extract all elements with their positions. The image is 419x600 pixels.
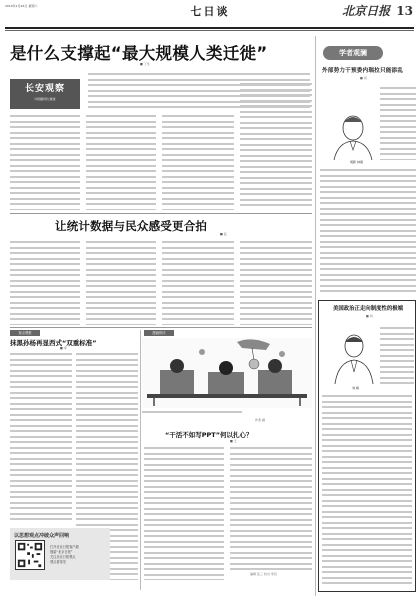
section-title: 七日谈 (190, 5, 230, 18)
ppt-headline: “干活不如写PPT”何以扎心？ (165, 431, 253, 439)
stats-col-1 (10, 240, 80, 325)
ppt-byline: ■ 王 (230, 439, 237, 443)
masthead-name: 北京日报 (342, 4, 391, 18)
promo-line: 搜索“北京日报” (50, 550, 73, 554)
scholar-author-name: 胡新 林雍 (350, 160, 363, 164)
main-article-col-4 (240, 82, 312, 210)
scholar-headline: 外部势力干预委内瑞拉只能添乱 (322, 68, 404, 74)
section-divider (10, 213, 312, 214)
us-byline: ■ 刘 (366, 314, 373, 318)
stats-byline: ■ 张 (220, 232, 227, 236)
promo-line: 观点看得见 (50, 560, 66, 564)
us-text-right (380, 326, 414, 384)
column-divider (140, 330, 141, 590)
us-headline: 美国政治正走向制度性的极端 (332, 306, 404, 312)
us-author-name: 刘 峰 (352, 386, 359, 390)
promo-lines (50, 545, 108, 565)
stats-headline: 让统计数据与民众感受更合拍 (55, 219, 208, 233)
cartoon-label: 漫画时评 (144, 330, 174, 336)
main-article-col-1 (10, 114, 80, 210)
column-divider (315, 36, 316, 596)
left-article-label: 视点观察 (10, 330, 40, 336)
footer-credit: 编辑 张三 校对 李四 (250, 572, 277, 576)
scholar-byline: ■ 刘 (360, 76, 367, 80)
stats-col-4 (240, 240, 312, 325)
left-headline: 抹黑孙杨再显西式“双重标准” (10, 339, 97, 347)
ppt-col-1 (144, 446, 224, 580)
left-byline: ■ 李 (60, 346, 67, 350)
promo-line: 打开北京日报客户端 (50, 545, 79, 549)
stats-col-2 (86, 240, 156, 325)
cartoon-illustration (142, 338, 312, 408)
ppt-col-2 (230, 446, 312, 570)
main-article-col-2 (86, 114, 156, 210)
qr-code-icon[interactable] (15, 540, 45, 570)
promo-title: 以思想观点冲破众声回响 (14, 533, 70, 539)
page-number: 13 (396, 4, 413, 18)
scholar-column-badge: 学者观澜 (323, 46, 383, 60)
us-author-portrait (332, 328, 376, 384)
masthead (342, 2, 413, 19)
scholar-portrait (330, 110, 376, 160)
scholar-text-right (380, 86, 416, 160)
main-headline: 是什么支撑起“最大规模人类迁徙” (10, 44, 268, 63)
changan-column-badge (10, 79, 80, 109)
changan-column-title: 长安观察 (24, 84, 65, 94)
cartoon-caption: 作者 画 (255, 418, 265, 422)
section-divider (10, 327, 312, 328)
changan-column-subtitle: 中国新闻大道谈 (34, 97, 56, 101)
cartoon-side-text (142, 410, 242, 420)
main-article-col-3 (162, 114, 234, 210)
header-date: 2019年1月26日 星期六 (5, 4, 38, 8)
promo-line: 关注北京日报观点 (50, 555, 76, 559)
header-rule (5, 27, 414, 29)
scholar-text-body (320, 168, 416, 292)
main-byline: ■ 丁乐 (140, 62, 150, 66)
left-article-col-1 (10, 352, 72, 524)
header-rule-thin (5, 30, 414, 31)
us-text-body (322, 394, 412, 588)
stats-col-3 (162, 240, 234, 325)
